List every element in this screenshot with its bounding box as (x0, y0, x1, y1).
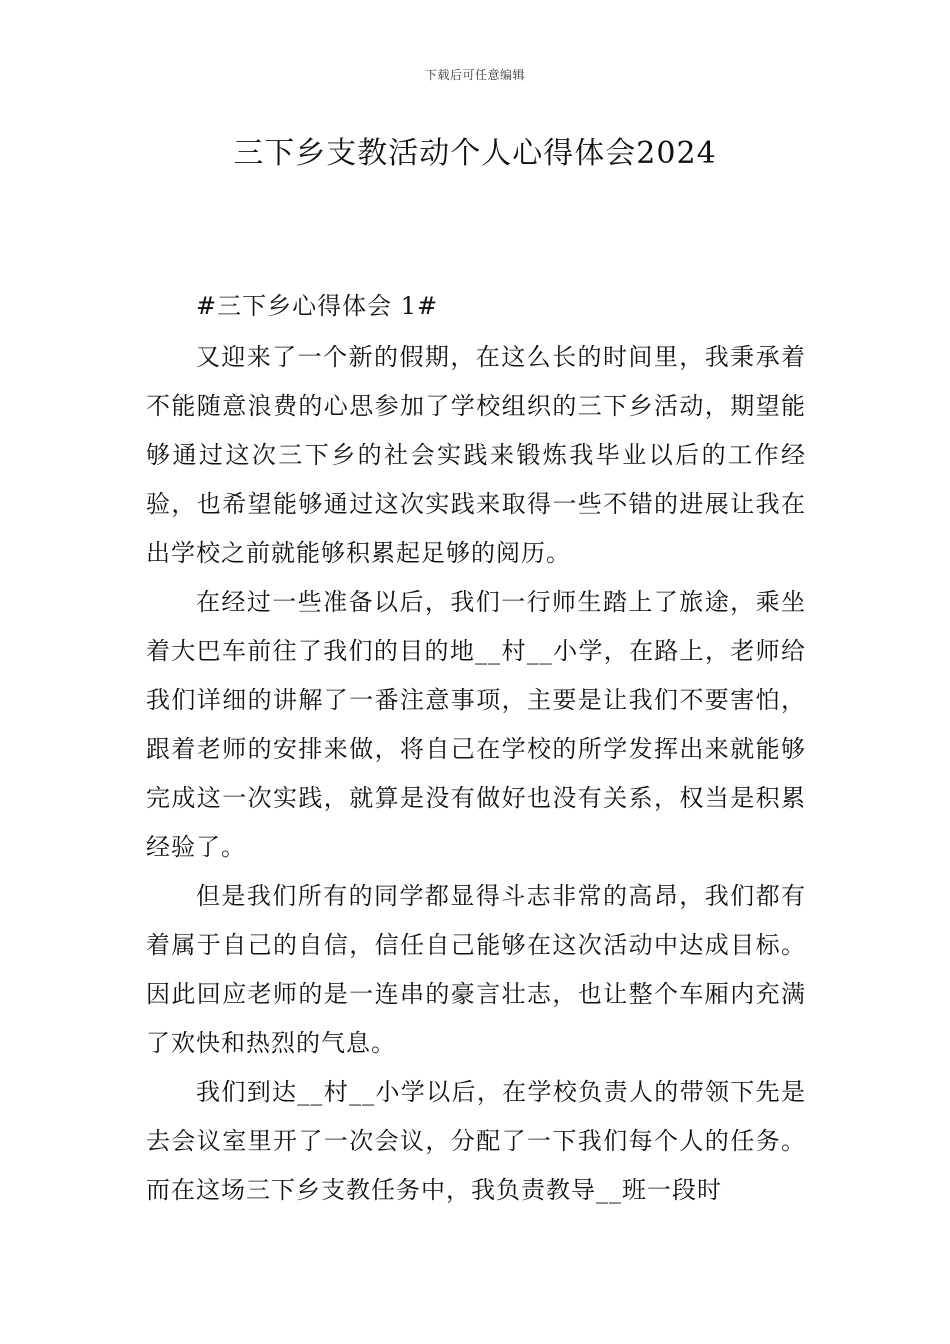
paragraph-1: 又迎来了一个新的假期，在这么长的时间里，我秉承着不能随意浪费的心思参加了学校组织的三下乡活动，期望能够通过这次三下乡的社会实践来锻炼我毕业以后的工作经验，也希望能够通过这次实践来取得一些不错的进展让我在出学校之前就能够积累起足够的阅历。 (146, 343, 806, 567)
paragraph-4: 我们到达__村__小学以后，在学校负责人的带领下先是去会议室里开了一次会议，分配了一下我们每个人的任务。而在这场三下乡支教任务中，我负责教导__班一段时 (146, 1078, 806, 1204)
header-note: 下载后可任意编辑 (424, 68, 525, 82)
document-body (146, 282, 806, 1215)
section-heading: #三下乡心得体会 1# (196, 292, 439, 320)
document-title: 三下乡支教活动个人心得体会2024 (233, 136, 717, 171)
paragraph-2: 在经过一些准备以后，我们一行师生踏上了旅途，乘坐着大巴车前往了我们的目的地__村__小学，在路上，老师给我们详细的讲解了一番注意事项，主要是让我们不要害怕，跟着老师的安排来做，将自己在学校的所学发挥出来就能够完成这一次实践，就算是没有做好也没有关系，权当是积累经验了。 (146, 588, 806, 861)
paragraph-3: 但是我们所有的同学都显得斗志非常的高昂，我们都有着属于自己的自信，信任自己能够在这次活动中达成目标。因此回应老师的是一连串的豪言壮志，也让整个车厢内充满了欢快和热烈的气息。 (146, 882, 806, 1057)
